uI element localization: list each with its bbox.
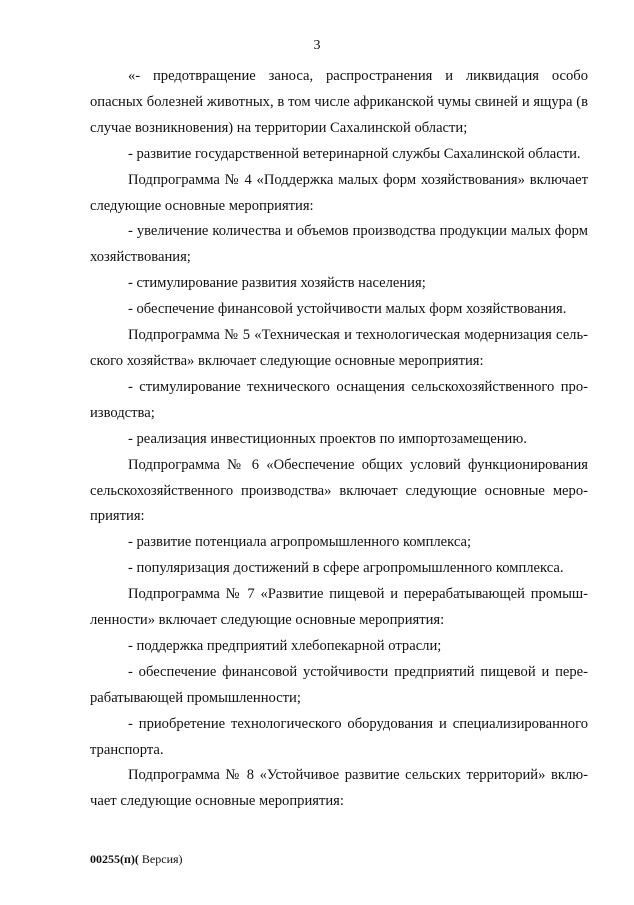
paragraph: - популяризация достижений в сфере агропромышленного комплекса. <box>128 560 564 577</box>
paragraph: - приобретение технологического оборудования и специализированного транспорта. <box>90 715 588 758</box>
document-body <box>90 64 588 815</box>
document-code: 00255(п)( <box>90 852 139 866</box>
paragraph: Подпрограмма № 7 «Развитие пищевой и перерабатывающей промышленности» включает следующие основные мероприятия: <box>90 586 588 629</box>
paragraph: - стимулирование технического оснащения сельскохозяйственного производства; <box>90 378 588 421</box>
paragraph: Подпрограмма № 8 «Устойчивое развитие сельских территорий» включает следующие основные мероприятия: <box>90 767 588 810</box>
paragraph: - обеспечение финансовой устойчивости малых форм хозяйствования. <box>128 301 567 318</box>
paragraph: - поддержка предприятий хлебопекарной отрасли; <box>128 637 442 654</box>
paragraph: «- предотвращение заноса, распространения и ликвидация особо опасных болезней животных, в том числе африканской чумы свиней и ящура (в случае возникновения) на территории Сахалинской области; <box>90 68 588 136</box>
paragraph: - стимулирование развития хозяйств населения; <box>128 275 426 292</box>
paragraph: Подпрограмма № 4 «Поддержка малых форм хозяйствования» включает следующие основные мероприятия: <box>90 171 588 214</box>
paragraph: - обеспечение финансовой устойчивости предприятий пищевой и перерабатывающей промышленности; <box>90 663 588 706</box>
paragraph: - развитие потенциала агропромышленного комплекса; <box>128 534 472 551</box>
document-version: Версия) <box>138 852 183 866</box>
paragraph: Подпрограмма № 6 «Обеспечение общих условий функционирования сельскохозяйственного производства» включает следующие основные мероприятия: <box>90 456 588 525</box>
paragraph: - увеличение количества и объемов производства продукции малых форм хозяйствования; <box>90 223 588 266</box>
paragraph: - реализация инвестиционных проектов по импортозамещению. <box>128 430 527 447</box>
page-number: 3 <box>313 38 321 53</box>
document-footer <box>90 851 183 867</box>
paragraph: - развитие государственной ветеринарной службы Сахалинской области. <box>128 145 581 162</box>
paragraph: Подпрограмма № 5 «Техническая и технологическая модернизация сельского хозяйства» включает следующие основные мероприятия: <box>90 327 588 369</box>
